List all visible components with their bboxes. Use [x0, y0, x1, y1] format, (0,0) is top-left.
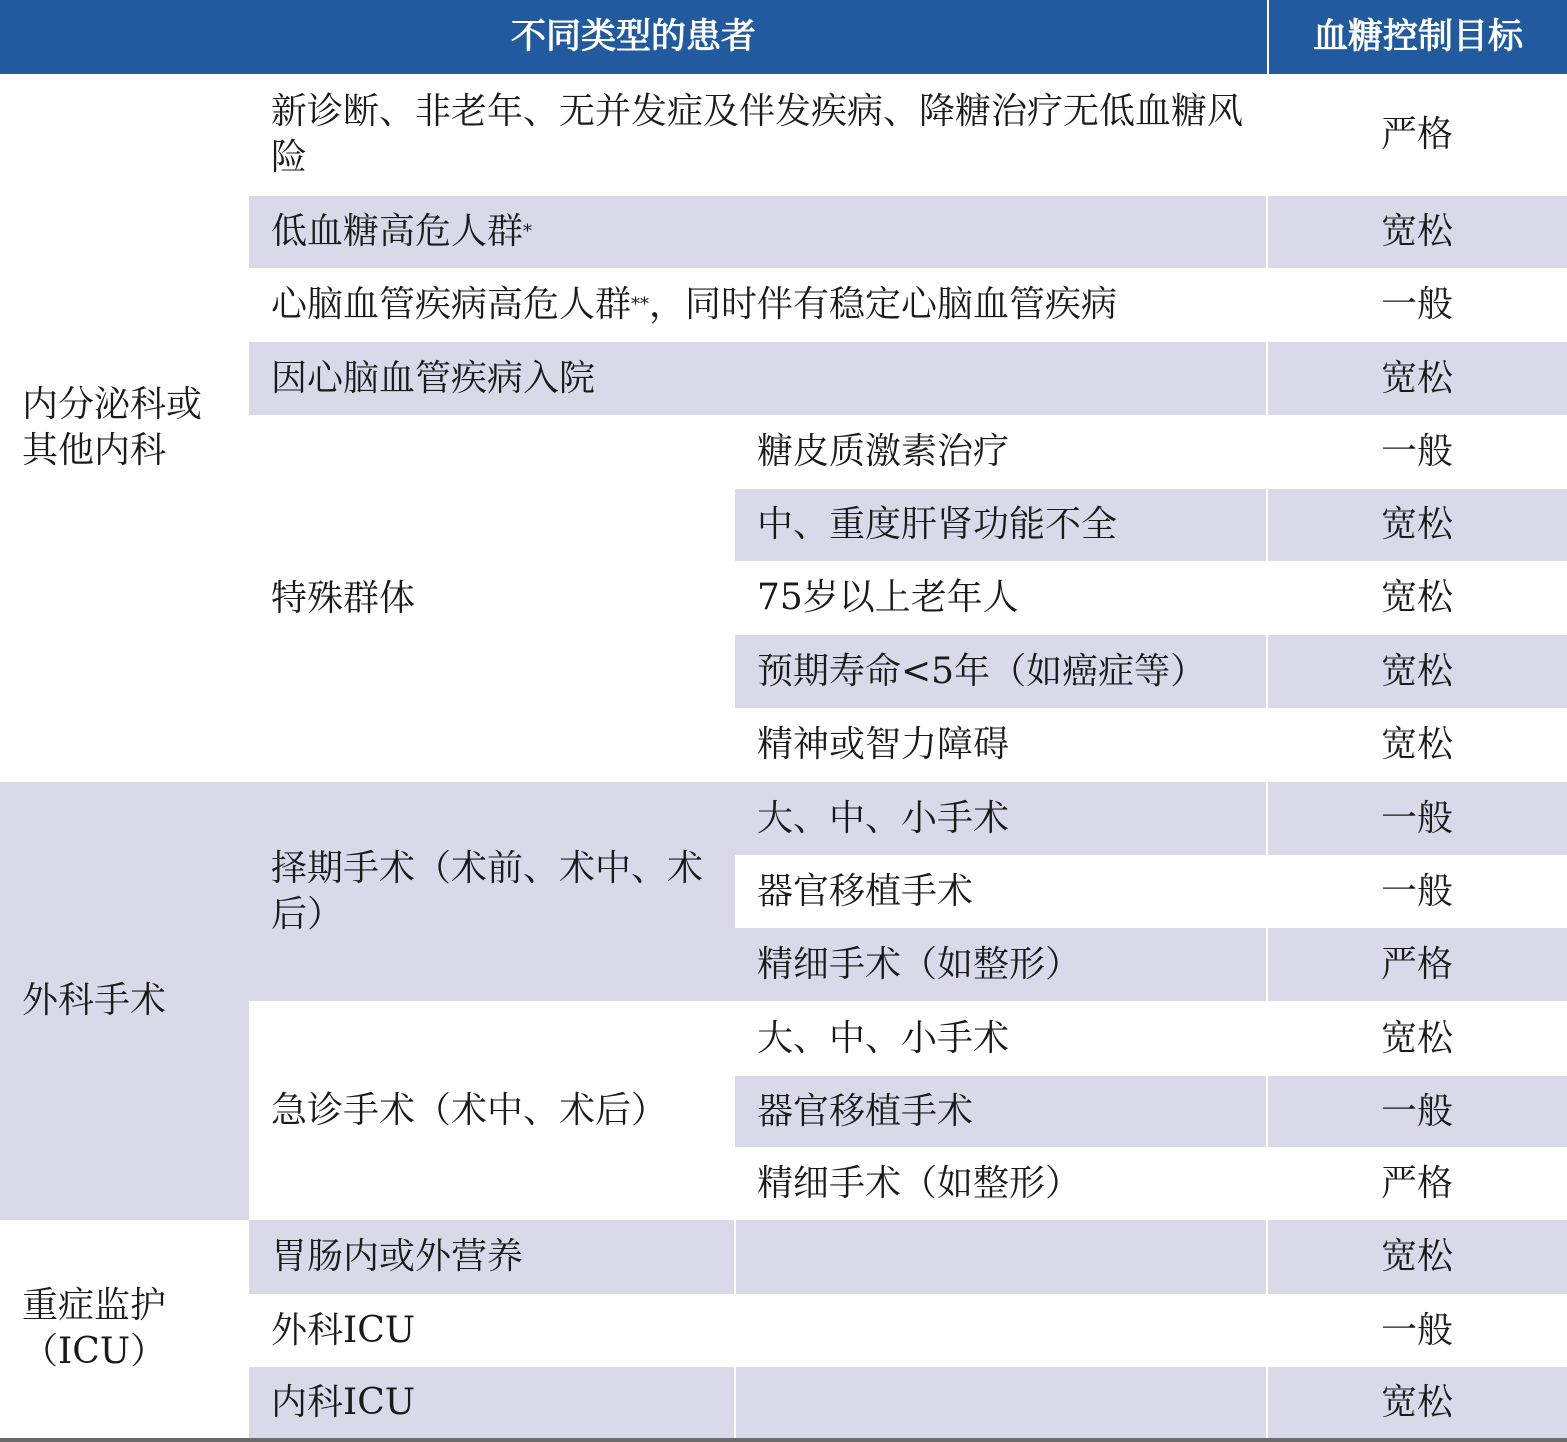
- row-text-after: ，同时伴有稳定心脑血管疾病: [649, 284, 1118, 325]
- table-row-target: 一般: [1267, 1294, 1567, 1367]
- table-row-label: 中、重度肝肾功能不全: [735, 489, 1267, 561]
- table-row-target: 一般: [1267, 855, 1567, 928]
- table-row-target: 严格: [1267, 928, 1567, 1001]
- table-row-label: 外科ICU: [249, 1294, 1267, 1367]
- table-row-target: 一般: [1267, 1076, 1567, 1147]
- table-row-target: 宽松: [1267, 708, 1567, 782]
- table-row-label: 精神或智力障碍: [735, 708, 1267, 782]
- table-row-label: 器官移植手术: [735, 855, 1267, 928]
- group-internal-label: 内分泌科或其他内科: [22, 384, 203, 471]
- emergency-group-label: 急诊手术（术中、术后）: [249, 1001, 735, 1220]
- table-row-label: 心脑血管疾病高危人群 ** ，同时伴有稳定心脑血管疾病: [249, 268, 1267, 342]
- table-row-label: 大、中、小手术: [735, 782, 1267, 855]
- table-row-label: 预期寿命<5年（如癌症等）: [735, 635, 1267, 708]
- table-row-target: 宽松: [1267, 635, 1567, 708]
- table-row-label: 器官移植手术: [735, 1076, 1267, 1147]
- table-row-label: 75岁以上老年人: [735, 561, 1267, 635]
- header-patients: 不同类型的患者: [0, 0, 1267, 74]
- table-row-target: 宽松: [1267, 342, 1567, 415]
- table-row-label: 低血糖高危人群 *: [249, 196, 1267, 268]
- table-row-target: 一般: [1267, 782, 1567, 855]
- group-internal: [0, 74, 249, 782]
- table-row-label: 糖皮质激素治疗: [735, 415, 1267, 489]
- table-row-label: 因心脑血管疾病入院: [249, 342, 1267, 415]
- group-icu: 重症监护（ICU）: [0, 1220, 249, 1438]
- table-row-target: 宽松: [1267, 1001, 1567, 1076]
- table-row-target: 严格: [1267, 74, 1567, 196]
- special-group-label: 特殊群体: [249, 415, 735, 782]
- table-row-target: 宽松: [1267, 1220, 1567, 1294]
- bottom-rule: [0, 1438, 1567, 1442]
- table-row-target: 严格: [1267, 1147, 1567, 1220]
- empty-cell: [735, 1220, 1267, 1294]
- table-row-target: 宽松: [1267, 196, 1567, 268]
- table-row-label: 精细手术（如整形）: [735, 1147, 1267, 1220]
- group-surgery: 外科手术: [0, 782, 249, 1220]
- table-row-label: 精细手术（如整形）: [735, 928, 1267, 1001]
- table-row-label: 大、中、小手术: [735, 1001, 1267, 1076]
- column-divider: [734, 1220, 736, 1438]
- row-text: 心脑血管疾病高危人群: [271, 284, 632, 325]
- table-row-target: 一般: [1267, 415, 1567, 489]
- header-target: 血糖控制目标: [1269, 0, 1567, 74]
- table-row-target: 宽松: [1267, 561, 1567, 635]
- table-row-target: 宽松: [1267, 1367, 1567, 1438]
- table-row-label: 胃肠内或外营养: [249, 1220, 735, 1294]
- table-row-target: 宽松: [1267, 489, 1567, 561]
- table-row-label: 新诊断、非老年、无并发症及伴发疾病、降糖治疗无低血糖风险: [249, 74, 1267, 196]
- elective-group-label: 择期手术（术前、术中、术后）: [249, 782, 735, 1001]
- empty-cell: [735, 1367, 1267, 1438]
- table-row-label: 内科ICU: [249, 1367, 735, 1438]
- row-text: 低血糖高危人群: [271, 211, 524, 252]
- column-divider: [1266, 74, 1268, 1438]
- table-row-target: 一般: [1267, 268, 1567, 342]
